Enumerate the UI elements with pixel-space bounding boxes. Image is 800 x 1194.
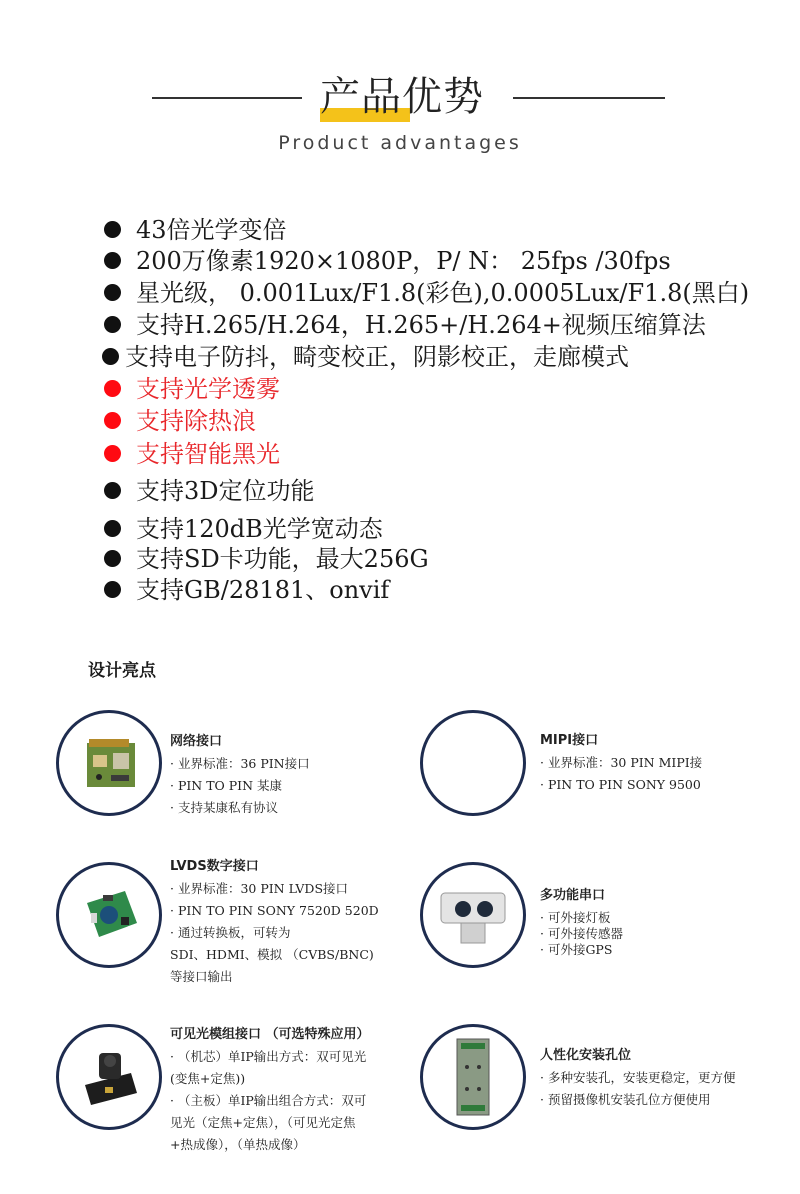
bullet-icon [104,482,121,499]
card-line: · 可外接灯板 [540,910,611,925]
feature-item [104,543,429,575]
feature-item-highlight [104,373,280,405]
card-line: · 多种安装孔，安装更稳定，更方便 [540,1070,736,1085]
card-line: 等接口输出 [170,969,233,984]
lvds-interface-card [170,856,379,988]
bullet-icon [104,252,121,269]
feature-text: 支持H.265/H.264，H.265+/H.264+视频压缩算法 [136,311,706,339]
feature-item-highlight [104,405,256,437]
card-heading: 人性化安装孔位 [540,1048,632,1063]
feature-item [102,341,629,373]
feature-text: 200万像素1920×1080P，P/ N： 25fps /30fps [136,247,671,275]
card-line: · 业界标准：36 PIN接口 [170,756,310,771]
card-heading: 网络接口 [170,734,223,749]
card-line: · 可外接GPS [540,942,613,957]
bullet-icon [102,348,119,365]
card-line: · PIN TO PIN SONY 7520D 520D [170,903,379,918]
card-line: · （机芯）单IP输出方式：双可见光 [170,1049,367,1064]
feature-text: 支持120dB光学宽动态 [136,515,383,543]
card-line: · PIN TO PIN SONY 9500 [540,777,701,792]
feature-text: 支持GB/28181、onvif [136,576,390,604]
bullet-icon [104,284,121,301]
card-heading: 可见光模组接口 （可选特殊应用） [170,1027,370,1042]
title-block [0,70,800,130]
mipi-image [420,710,526,816]
feature-item [104,513,383,545]
card-line: · PIN TO PIN 某康 [170,778,283,793]
network-interface-card [170,731,310,819]
mounting-plate-image [420,1024,526,1130]
card-line: · 预留摄像机安装孔位方便使用 [540,1092,711,1107]
feature-text: 支持除热浪 [136,407,256,435]
mounting-plate-icon [423,1027,523,1127]
feature-item [104,309,706,341]
feature-item [104,475,315,507]
mounting-holes-card [540,1045,735,1111]
feature-text: 支持3D定位功能 [136,477,315,505]
card-line: · （主板）单IP输出组合方式：双可 [170,1093,367,1108]
visible-module-card [170,1024,370,1156]
feature-item [104,574,389,606]
card-line: · 可外接传感器 [540,926,623,941]
feature-text: 支持SD卡功能，最大256G [136,545,429,573]
card-heading: LVDS数字接口 [170,859,259,874]
bullet-icon [104,412,121,429]
feature-text: 支持光学透雾 [136,375,280,403]
bullet-icon [104,520,121,537]
card-line: · 支持某康私有协议 [170,800,278,815]
mipi-interface-card [540,730,702,796]
bullet-icon [104,581,121,598]
bullet-icon [104,445,121,462]
lvds-board-image [56,862,162,968]
feature-item-highlight [104,438,280,470]
bullet-icon [104,550,121,567]
card-heading: 多功能串口 [540,888,606,903]
feature-item [104,214,287,246]
adapter-board-icon [59,865,159,965]
feature-text: 支持智能黑光 [136,440,280,468]
card-line: · 业界标准：30 PIN MIPI接 [540,755,703,770]
lens-module-icon [59,1027,159,1127]
feature-text: 星光级， 0.001Lux/F1.8(彩色),0.0005Lux/F1.8(黑白) [136,279,750,307]
card-line: +热成像），（单热成像） [170,1137,306,1152]
feature-item [104,245,671,277]
card-line: 见光（定焦+定焦），（可见光定焦 [170,1115,356,1130]
title-right-rule [513,97,665,99]
bullet-icon [104,221,121,238]
card-line: (变焦+定焦)) [170,1071,246,1086]
card-line: · 业界标准：30 PIN LVDS接口 [170,881,349,896]
title-left-rule [152,97,302,99]
page-subtitle: Product advantages [278,132,522,154]
camera-module-image [56,1024,162,1130]
circuit-board-icon [59,713,159,813]
design-section-title: 设计亮点 [88,661,156,681]
bullet-icon [104,380,121,397]
serial-port-card [540,885,623,958]
feature-item [104,277,749,309]
ptz-camera-image [420,862,526,968]
card-line: SDI、HDMI、模拟 （CVBS/BNC) [170,947,374,962]
bullet-icon [104,316,121,333]
card-heading: MIPI接口 [540,733,599,748]
feature-text: 支持电子防抖，畸变校正，阴影校正，走廊模式 [125,343,629,371]
network-board-image [56,710,162,816]
page-title: 产品优势 [320,74,484,120]
dual-camera-icon [423,865,523,965]
feature-text: 43倍光学变倍 [136,216,287,244]
card-line: · 通过转换板，可转为 [170,925,291,940]
